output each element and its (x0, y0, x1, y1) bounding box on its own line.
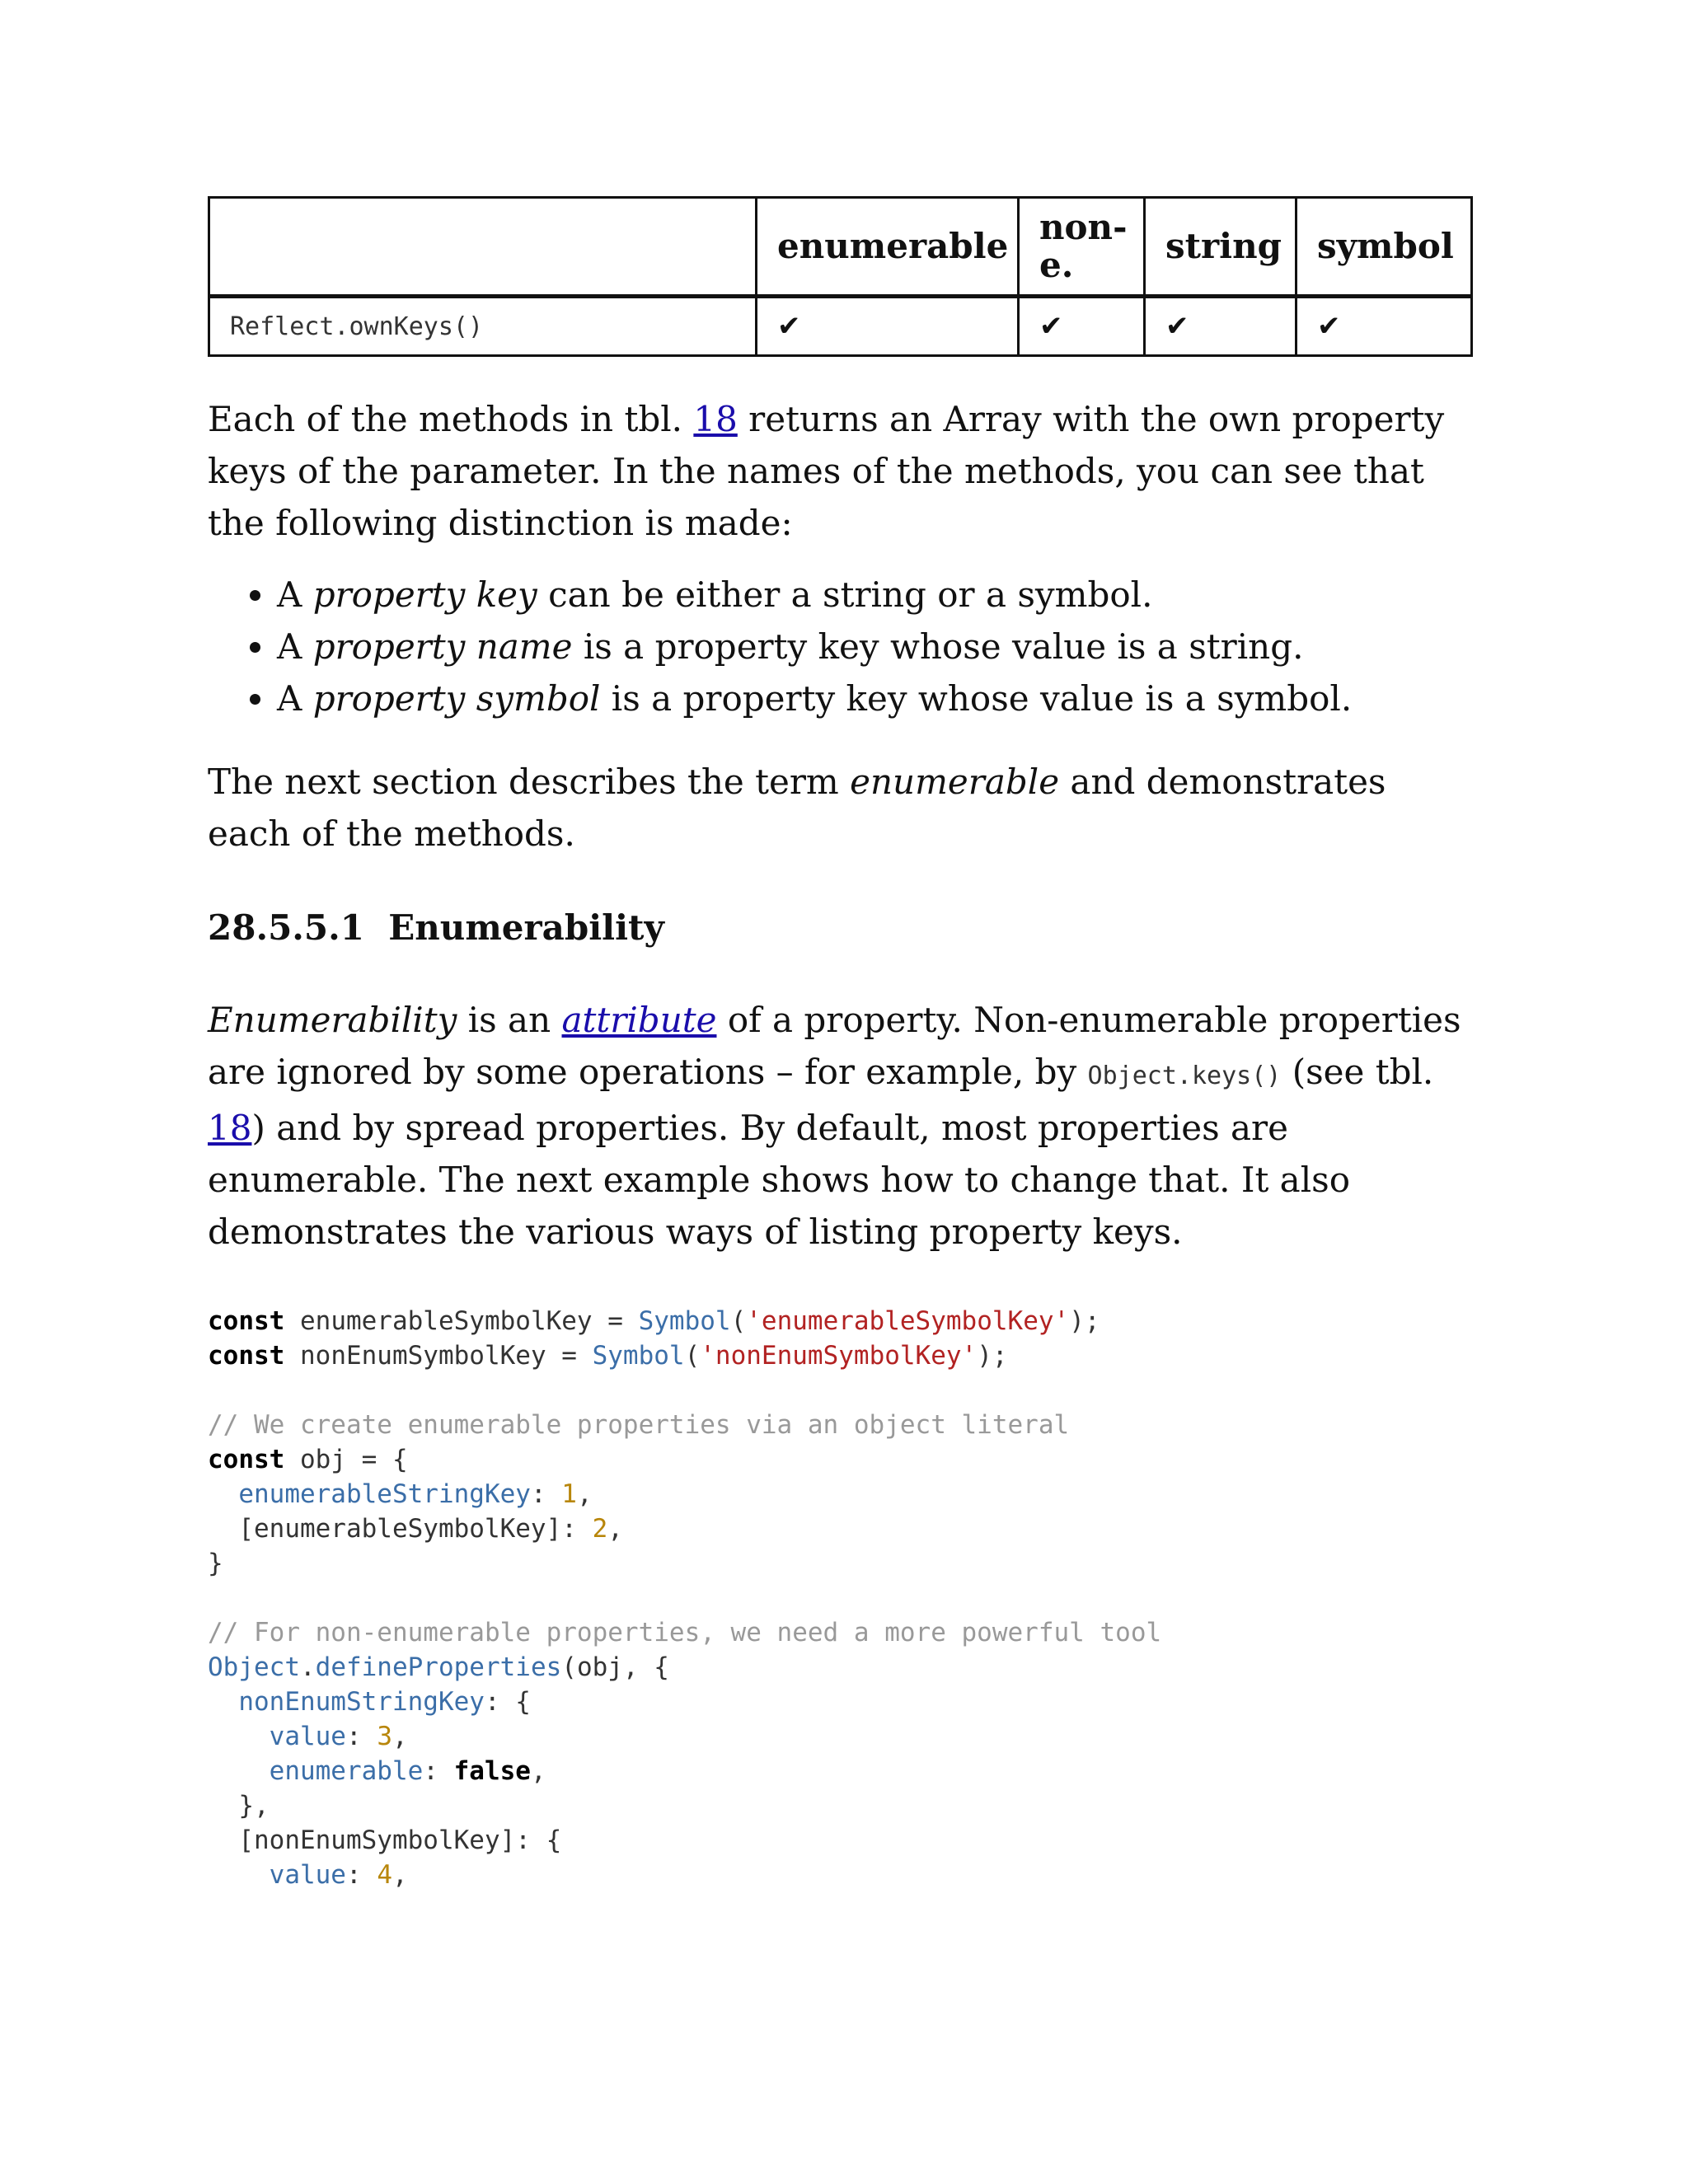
code-string: 'enumerableSymbolKey' (746, 1306, 1070, 1336)
intro-text-after: returns an Array with the own property keys of the parameter. In the names of the methods, you can see that the following distinction is made: (208, 399, 1445, 543)
list-item (277, 673, 1477, 724)
def-post: can be either a string or a symbol. (537, 574, 1153, 615)
code-keyword: const (208, 1445, 285, 1474)
def-pre: A (277, 626, 313, 667)
code-text: : (423, 1756, 454, 1786)
code-number: 1 (561, 1479, 577, 1509)
code-property: value (269, 1722, 346, 1751)
table-ref-link[interactable]: 18 (693, 399, 738, 439)
code-text: (obj, { (561, 1652, 669, 1682)
para2-term: enumerable (850, 762, 1060, 802)
code-line (208, 1687, 531, 1717)
code-keyword: false (453, 1756, 531, 1786)
table-ref-link[interactable]: 18 (208, 1108, 252, 1148)
code-text: : (530, 1479, 562, 1509)
def-term: property symbol (312, 678, 601, 719)
table-header-row (209, 198, 1472, 297)
para2-before: The next section describes the term (208, 762, 851, 802)
code-indent (208, 1722, 270, 1751)
code-text: : (345, 1722, 377, 1751)
code-number: 2 (592, 1514, 608, 1544)
table-header-non-enumerable: non- e. (1019, 198, 1145, 297)
code-indent (208, 1687, 238, 1717)
section-title: Enumerability (388, 907, 664, 948)
page-content (208, 196, 1477, 1892)
code-comment: // For non-enumerable properties, we need a more powerful tool (208, 1618, 1162, 1647)
code-line (208, 1514, 623, 1544)
code-function: defineProperties (315, 1652, 562, 1682)
para3-text: (see tbl. (1281, 1052, 1434, 1092)
inline-code: Object.keys() (1087, 1062, 1282, 1090)
code-line (208, 1445, 408, 1474)
table-cell-enumerable-check: ✔ (757, 297, 1019, 356)
def-term: property key (312, 574, 537, 615)
section-heading (208, 907, 1477, 948)
table-cell-non-e-check: ✔ (1019, 297, 1145, 356)
code-property: enumerable (269, 1756, 424, 1786)
section-number: 28.5.5.1 (208, 907, 364, 948)
list-item (277, 569, 1477, 621)
code-text: , (576, 1479, 593, 1509)
para3-term: Enumerability (208, 1000, 457, 1040)
code-indent (208, 1479, 238, 1509)
code-line: } (208, 1549, 223, 1578)
code-property: nonEnumStringKey (238, 1687, 485, 1717)
code-property: enumerableStringKey (238, 1479, 531, 1509)
code-line: }, (208, 1791, 270, 1821)
para3-text: is an (457, 1000, 562, 1040)
table-header-string: string (1145, 198, 1296, 297)
code-line (208, 1860, 408, 1890)
code-text: enumerableSymbolKey = (284, 1306, 639, 1336)
code-keyword: const (208, 1306, 285, 1336)
para3-text: of a property. Non-enumerable properties are ignored by some operations – for example, by (208, 1000, 1461, 1092)
code-text: , (392, 1722, 408, 1751)
code-text: : (345, 1860, 377, 1890)
table-cell-symbol-check: ✔ (1296, 297, 1472, 356)
code-string: 'nonEnumSymbolKey' (700, 1341, 978, 1371)
code-text: nonEnumSymbolKey = (284, 1341, 593, 1371)
definitions-list (208, 569, 1477, 724)
code-text: , (530, 1756, 546, 1786)
code-text: : { (484, 1687, 531, 1717)
def-term: property name (312, 626, 573, 667)
code-indent (208, 1860, 270, 1890)
code-line (208, 1722, 408, 1751)
code-indent (208, 1756, 270, 1786)
intro-paragraph (208, 393, 1477, 549)
para3-text: ) and by spread properties. By default, most properties are enumerable. The next example shows how to change that. It also demonstrates the various ways of listing property keys. (208, 1108, 1350, 1252)
code-comment: // We create enumerable properties via an object literal (208, 1410, 1070, 1440)
next-section-paragraph (208, 756, 1477, 860)
table-header-symbol: symbol (1296, 198, 1472, 297)
own-keys-table (208, 196, 1473, 357)
code-indent (208, 1825, 238, 1855)
code-line (208, 1825, 561, 1855)
table-cell-string-check: ✔ (1145, 297, 1296, 356)
def-pre: A (277, 678, 313, 719)
code-function: Symbol (592, 1341, 685, 1371)
code-text: [enumerableSymbolKey]: (238, 1514, 593, 1544)
code-property: value (269, 1860, 346, 1890)
table-row (209, 297, 1472, 356)
code-text: ( (730, 1306, 747, 1336)
table-header-method (209, 198, 757, 297)
def-post: is a property key whose value is a symbol. (600, 678, 1353, 719)
code-keyword: const (208, 1341, 285, 1371)
code-text: ); (977, 1341, 1008, 1371)
code-line (208, 1306, 1100, 1336)
code-text: [nonEnumSymbolKey]: { (238, 1825, 562, 1855)
para2-after: and demonstrates each of the methods. (208, 762, 1386, 854)
code-number: 4 (377, 1860, 392, 1890)
code-number: 3 (377, 1722, 392, 1751)
code-line (208, 1652, 669, 1682)
table-header-enumerable: enumerable (757, 198, 1019, 297)
code-line (208, 1756, 546, 1786)
attribute-link[interactable]: attribute (561, 1000, 717, 1040)
def-pre: A (277, 574, 313, 615)
intro-text-before: Each of the methods in tbl. (208, 399, 694, 439)
code-line (208, 1479, 593, 1509)
code-text: . (299, 1652, 316, 1682)
code-text: ); (1069, 1306, 1100, 1336)
code-function: Object (208, 1652, 300, 1682)
code-text: ( (684, 1341, 701, 1371)
list-item (277, 621, 1477, 673)
code-text: obj = { (284, 1445, 408, 1474)
code-block (208, 1304, 1477, 1892)
code-text: , (607, 1514, 623, 1544)
code-function: Symbol (638, 1306, 731, 1336)
table-cell-method: Reflect.ownKeys() (209, 297, 757, 356)
code-text: , (392, 1860, 408, 1890)
code-line (208, 1341, 1008, 1371)
code-indent (208, 1514, 238, 1544)
enumerability-paragraph (208, 994, 1477, 1258)
def-post: is a property key whose value is a string. (572, 626, 1304, 667)
